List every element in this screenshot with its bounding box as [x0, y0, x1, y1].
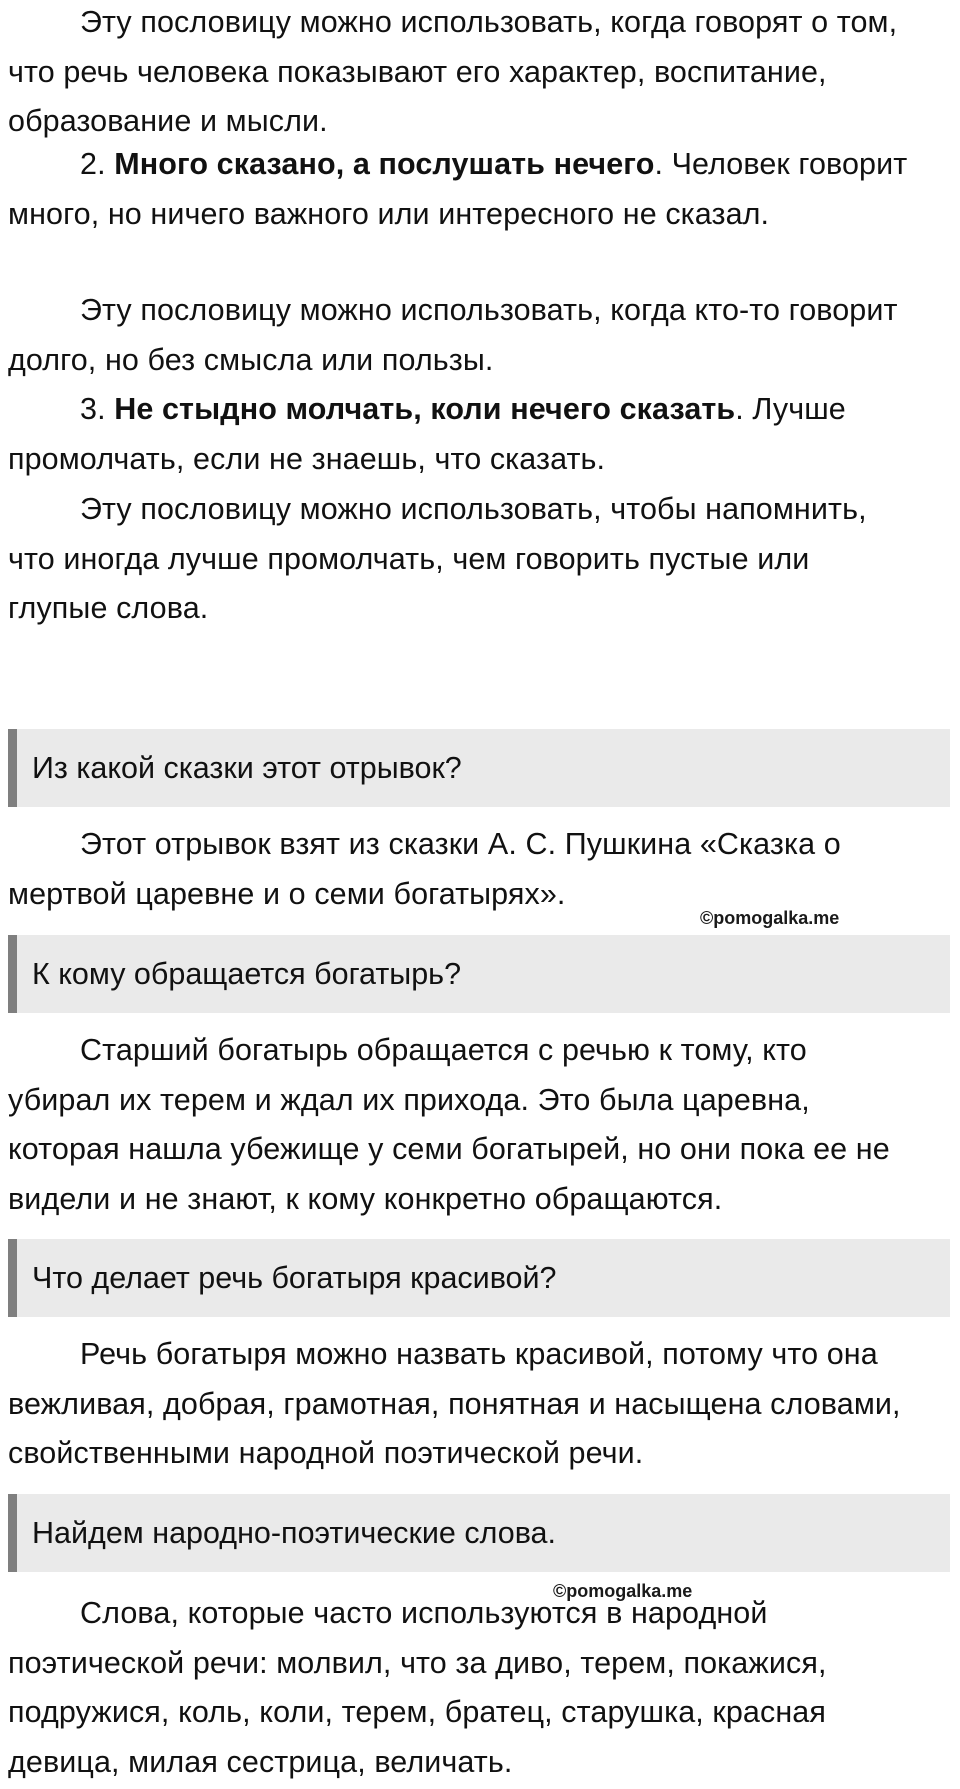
- paragraph-proverb2-usage: Эту пословицу можно использовать, когда кто-то говорит долго, но без смысла или пользы.: [8, 293, 898, 377]
- question-text: К кому обращается богатырь?: [32, 957, 462, 991]
- question-box: [8, 1239, 950, 1317]
- proverb-explanation: . Лучше промолчать, если не знаешь, что сказать.: [8, 392, 846, 476]
- paragraph-proverb2: [8, 140, 908, 239]
- proverb-number: 2.: [80, 147, 115, 181]
- question-text: Найдем народно-поэтические слова.: [32, 1516, 556, 1550]
- proverb-number: 3.: [80, 392, 115, 426]
- proverb-explanation: . Человек говорит много, но ничего важного или интересного не сказал.: [8, 147, 908, 231]
- proverb-text: Не стыдно молчать, коли нечего сказать: [114, 392, 736, 426]
- question-box: [8, 935, 950, 1013]
- paragraph-proverb3-usage: Эту пословицу можно использовать, чтобы напомнить, что иногда лучше промолчать, чем говорить пустые или глупые слова.: [8, 492, 867, 625]
- question-box: [8, 1494, 950, 1572]
- answer-paragraph: Старший богатырь обращается с речью к тому, кто убирал их терем и ждал их прихода. Это была царевна, которая нашла убежище у семи богатырей, но они пока ее не видели и не знают, к кому конкретно обращаются.: [8, 1033, 890, 1216]
- watermark: ©pomogalka.me: [553, 1581, 693, 1601]
- answer-paragraph: Слова, которые часто используются в народной поэтической речи: молвил, что за диво, терем, покажися, подружися, коль, коли, терем, братец, старушка, красная девица, милая сестрица, величать.: [8, 1596, 827, 1779]
- watermark: ©pomogalka.me: [700, 908, 840, 928]
- paragraph-proverb3: [8, 385, 908, 484]
- answer-paragraph: Речь богатыря можно назвать красивой, потому что она вежливая, добрая, грамотная, понятная и насыщена словами, свойственными народной поэтической речи.: [8, 1337, 901, 1470]
- question-text: Что делает речь богатыря красивой?: [32, 1261, 557, 1295]
- answer-paragraph: Этот отрывок взят из сказки А. С. Пушкина «Сказка о мертвой царевне и о семи богатырях».: [8, 827, 841, 911]
- question-box: [8, 729, 950, 807]
- paragraph-proverb1-usage: Эту пословицу можно использовать, когда говорят о том, что речь человека показывают его характер, воспитание, образование и мысли.: [8, 5, 898, 138]
- question-text: Из какой сказки этот отрывок?: [32, 751, 462, 785]
- proverb-text: Много сказано, а послушать нечего: [114, 147, 655, 181]
